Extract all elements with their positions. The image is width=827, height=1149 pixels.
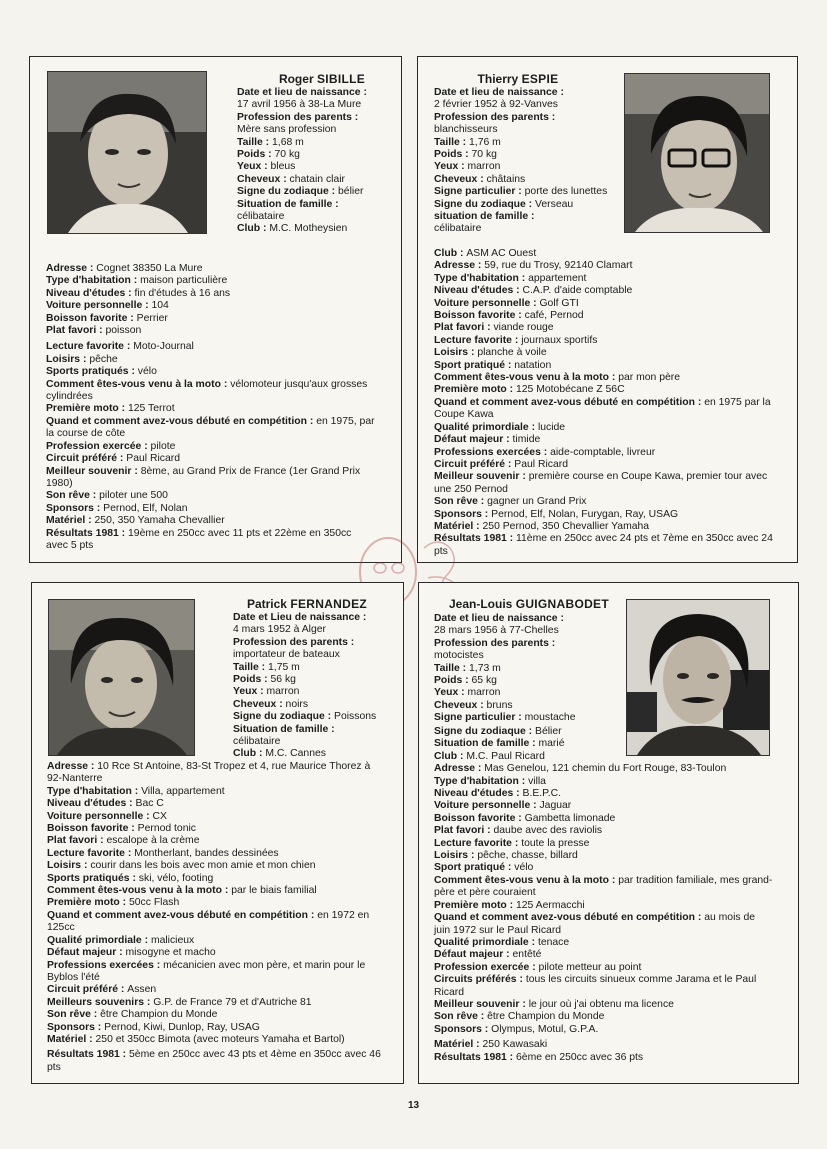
info-line: Niveau d'études : C.A.P. d'aide comptable [434,285,633,297]
info-line: Plat favori : poisson [46,325,142,337]
info-line: Plat favori : escalope à la crème [47,835,200,847]
info-line: Poids : 70 kg [434,149,497,161]
info-line: Quand et comment avez-vous débuté en compétition : en 1972 en 125cc [47,909,370,934]
info-line: Loisirs : courir dans les bois avec mon amie et mon chien [47,860,316,872]
rider-name [429,597,629,611]
portrait-image [48,72,206,233]
info-line: Quand et comment avez-vous débuté en compétition : en 1975, par la course de côte [46,415,375,440]
info-line: Résultats 1981 : 11ème en 250cc avec 24 pts et 7ème en 350cc avec 24 pts [434,533,773,557]
info-line: Poids : 70 kg [237,149,300,161]
info-line: Lecture favorite : Moto-Journal [46,341,194,353]
info-line: Cheveux : chatain clair [237,173,345,185]
info-line: Profession des parents : [434,111,556,123]
portrait-image [49,600,194,755]
info-line: Matériel : 250, 350 Yamaha Chevallier [46,515,225,527]
info-line: Voiture personnelle : Jaguar [434,800,572,812]
info-line: Meilleur souvenir : 8ème, au Grand Prix de France (1er Grand Prix 1980) [46,465,361,489]
rider-card-fernandez [31,582,404,1084]
info-line: Lecture favorite : toute la presse [434,837,590,849]
info-line: Résultats 1981 : 6ème en 250cc avec 36 pts [434,1051,644,1063]
info-line: Date et lieu de naissance : [434,613,564,624]
info-line: célibataire [434,223,482,235]
info-line: Comment êtes-vous venu à la moto : par tradition familiale, mes grand-père et père couraient [434,874,773,899]
info-line: Profession exercée : pilote [46,440,176,452]
info-line: Son rêve : gagner un Grand Prix [434,496,587,508]
info-line: Défaut majeur : entêté [434,949,542,961]
info-line: Taille : 1,68 m [237,136,304,148]
first-name: Thierry [477,72,519,86]
info-line: Profession exercée : pilote metteur au point [434,961,642,973]
rider-photo-espie [624,73,770,233]
last-name: GUIGNABODET [515,597,609,611]
info-line: Comment êtes-vous venu à la moto : vélomoteur jusqu'aux grosses cylindrées [46,378,368,403]
info-line: 2 février 1952 à 92-Vanves [434,99,558,111]
info-line: Son rêve : être Champion du Monde [47,1009,218,1021]
info-line: Adresse : Cognet 38350 La Mure [46,263,203,274]
info-line: Cheveux : bruns [434,699,513,711]
info-line: Adresse : 10 Rce St Antoine, 83-St Tropez et 4, rue Maurice Thorez à 92-Nanterre [47,761,371,785]
info-line: Boisson favorite : café, Pernod [434,310,584,322]
info-line: Qualité primordiale : lucide [434,421,566,433]
info-line: Yeux : bleus [237,161,296,173]
rider-name [448,72,588,86]
rider-body-info [434,726,774,1064]
info-line: Profession des parents : [237,111,359,123]
info-line: Signe particulier : porte des lunettes [434,186,608,198]
info-line: Profession des parents : [233,636,355,648]
info-line: Voiture personnelle : Golf GTI [434,297,579,309]
info-line: Voiture personnelle : CX [47,810,167,822]
info-line: Yeux : marron [434,687,501,699]
info-line: Yeux : marron [434,161,501,173]
info-line: Date et lieu de naissance : [237,87,367,98]
info-line: Matériel : 250 Pernod, 350 Chevallier Yamaha [434,520,650,532]
page-number: 13 [407,1100,420,1111]
info-line: Son rêve : être Champion du Monde [434,1011,605,1023]
info-line: Boisson favorite : Perrier [46,312,168,324]
info-line: Poids : 65 kg [434,675,497,687]
portrait-image [625,74,769,232]
info-line: Qualité primordiale : malicieux [47,934,195,946]
rider-head-info [434,87,614,236]
info-line: Situation de famille : [233,723,335,735]
rider-name [262,72,382,86]
info-line: Matériel : 250 et 350cc Bimota (avec moteurs Yamaha et Bartol) [47,1033,345,1045]
first-name: Jean-Louis [448,597,513,611]
info-line: Circuits préférés : tous les circuits sinueux comme Jarama et le Paul Ricard [434,974,757,998]
info-line: Quand et comment avez-vous débuté en compétition : au mois de juin 1972 sur le Paul Ricard [434,912,756,936]
info-line: blanchisseurs [434,124,498,136]
info-line: Professions exercées : mécanicien avec mon père, et marin pour le Byblos l'été [47,959,366,983]
info-line: Signe du zodiaque : Poissons [233,711,377,723]
info-line: Plat favori : daube avec des raviolis [434,825,603,837]
info-line: 4 mars 1952 à Alger [233,624,326,636]
rider-photo-fernandez [48,599,195,756]
info-line: Club : M.C. Paul Ricard [434,750,545,762]
info-line: Circuit préféré : Paul Ricard [46,453,180,465]
info-line: situation de famille : [434,211,535,223]
info-line: Signe particulier : moustache [434,712,576,724]
info-line: Cheveux : châtains [434,173,526,185]
info-line: Lecture favorite : journaux sportifs [434,334,598,346]
first-name: Roger [278,72,314,86]
info-line: Sport pratiqué : vélo [434,862,534,874]
info-line: Adresse : Mas Genelou, 121 chemin du Fort Rouge, 83-Toulon [434,763,727,775]
info-line: Loisirs : pêche [46,353,118,365]
info-line: Circuit préféré : Assen [47,984,157,996]
info-line: Signe du zodiaque : Verseau [434,198,574,210]
rider-card-guignabodet [418,582,799,1084]
info-line: Sponsors : Pernod, Kiwi, Dunlop, Ray, USAG [47,1021,260,1033]
rider-body-info [434,248,778,558]
rider-head-info [434,613,619,725]
info-line: Date et Lieu de naissance : [233,612,367,623]
info-line: Qualité primordiale : tenace [434,936,570,948]
info-line: Loisirs : planche à voile [434,347,547,359]
info-line: Voiture personnelle : 104 [46,300,169,312]
info-line: Club : M.C. Cannes [233,748,326,760]
info-line: Niveau d'études : Bac C [47,798,164,810]
info-line: Lecture favorite : Montherlant, bandes dessinées [47,847,279,859]
info-line: Sport pratiqué : natation [434,359,552,371]
rider-head-info [233,612,403,761]
info-line: Type d'habitation : appartement [434,272,587,284]
info-line: Type d'habitation : maison particulière [46,275,228,287]
rider-name [232,597,382,611]
info-line: Signe du zodiaque : Bélier [434,726,562,737]
info-line: Quand et comment avez-vous débuté en compétition : en 1975 par la Coupe Kawa [434,396,771,421]
info-line: Défaut majeur : timide [434,434,541,446]
info-line: Situation de famille : [237,198,339,210]
last-name: ESPIE [521,72,559,86]
info-line: importateur de bateaux [233,649,340,661]
info-line: Résultats 1981 : 19ème en 250cc avec 11 pts et 22ème en 350cc avec 5 pts [46,527,352,551]
info-line: Comment êtes-vous venu à la moto : par le biais familial [47,885,317,897]
info-line: Niveau d'études : fin d'études à 16 ans [46,287,231,299]
info-line: Mère sans profession [237,124,337,136]
info-line: Première moto : 125 Motobécane Z 56C [434,384,625,396]
info-line: Sponsors : Olympus, Motul, G.P.A. [434,1023,599,1035]
info-line: Résultats 1981 : 5ème en 250cc avec 43 pts et 4ème en 350cc avec 46 pts [47,1049,381,1073]
info-line: Défaut majeur : misogyne et macho [47,947,216,959]
info-line: 17 avril 1956 à 38-La Mure [237,99,362,111]
rider-head-info [237,87,399,236]
info-line: Taille : 1,75 m [233,661,300,673]
info-line: Club : ASM AC Ouest [434,248,537,259]
info-line: Niveau d'études : B.E.P.C. [434,788,562,800]
info-line: Sponsors : Pernod, Elf, Nolan [46,502,188,514]
info-line: Yeux : marron [233,686,300,698]
info-line: Club : M.C. Motheysien [237,223,348,235]
info-line: Type d'habitation : villa [434,775,546,787]
info-line: Taille : 1,73 m [434,662,501,674]
info-line: Sports pratiqués : ski, vélo, footing [47,872,214,884]
last-name: SIBILLE [316,72,366,86]
info-line: Boisson favorite : Pernod tonic [47,823,196,835]
info-line: 28 mars 1956 à 77-Chelles [434,625,559,637]
info-line: Boisson favorite : Gambetta limonade [434,812,616,824]
info-line: Comment êtes-vous venu à la moto : par mon père [434,372,680,384]
info-line: Matériel : 250 Kawasaki [434,1039,548,1051]
rider-card-sibille [29,56,402,563]
info-line: Sponsors : Pernod, Elf, Nolan, Furygan, Ray, USAG [434,508,679,520]
info-line: Son rêve : piloter une 500 [46,490,168,502]
rider-photo-sibille [47,71,207,234]
info-line: Taille : 1,76 m [434,136,501,148]
info-line: Circuit préféré : Paul Ricard [434,458,568,470]
rider-body-info [46,263,376,552]
info-line: Sports pratiqués : vélo [46,366,157,378]
rider-body-info [47,761,387,1074]
info-line: Meilleur souvenir : première course en Coupe Kawa, premier tour avec une 250 Pernod [434,471,768,495]
info-line: motocistes [434,650,484,662]
info-line: célibataire [233,736,281,748]
info-line: Profession des parents : [434,637,556,649]
info-line: Cheveux : noirs [233,698,309,710]
rider-card-espie [417,56,798,563]
info-line: Meilleur souvenir : le jour où j'ai obtenu ma licence [434,998,674,1010]
info-line: Plat favori : viande rouge [434,322,554,334]
info-line: Première moto : 125 Terrot [46,403,175,415]
info-line: Loisirs : pêche, chasse, billard [434,850,578,862]
info-line: Professions exercées : aide-comptable, livreur [434,446,656,458]
info-line: Adresse : 59, rue du Trosy, 92140 Clamart [434,260,633,272]
info-line: Meilleurs souvenirs : G.P. de France 79 et d'Autriche 81 [47,996,312,1008]
info-line: célibataire [237,211,285,223]
info-line: Type d'habitation : Villa, appartement [47,785,225,797]
info-line: Première moto : 50cc Flash [47,897,180,909]
info-line: Poids : 56 kg [233,674,296,686]
info-line: Signe du zodiaque : bélier [237,186,364,198]
info-line: Situation de famille : marié [434,738,565,750]
info-line: Date et lieu de naissance : [434,87,564,98]
first-name: Patrick [246,597,287,611]
last-name: FERNANDEZ [290,597,368,611]
info-line: Première moto : 125 Aermacchi [434,899,585,911]
